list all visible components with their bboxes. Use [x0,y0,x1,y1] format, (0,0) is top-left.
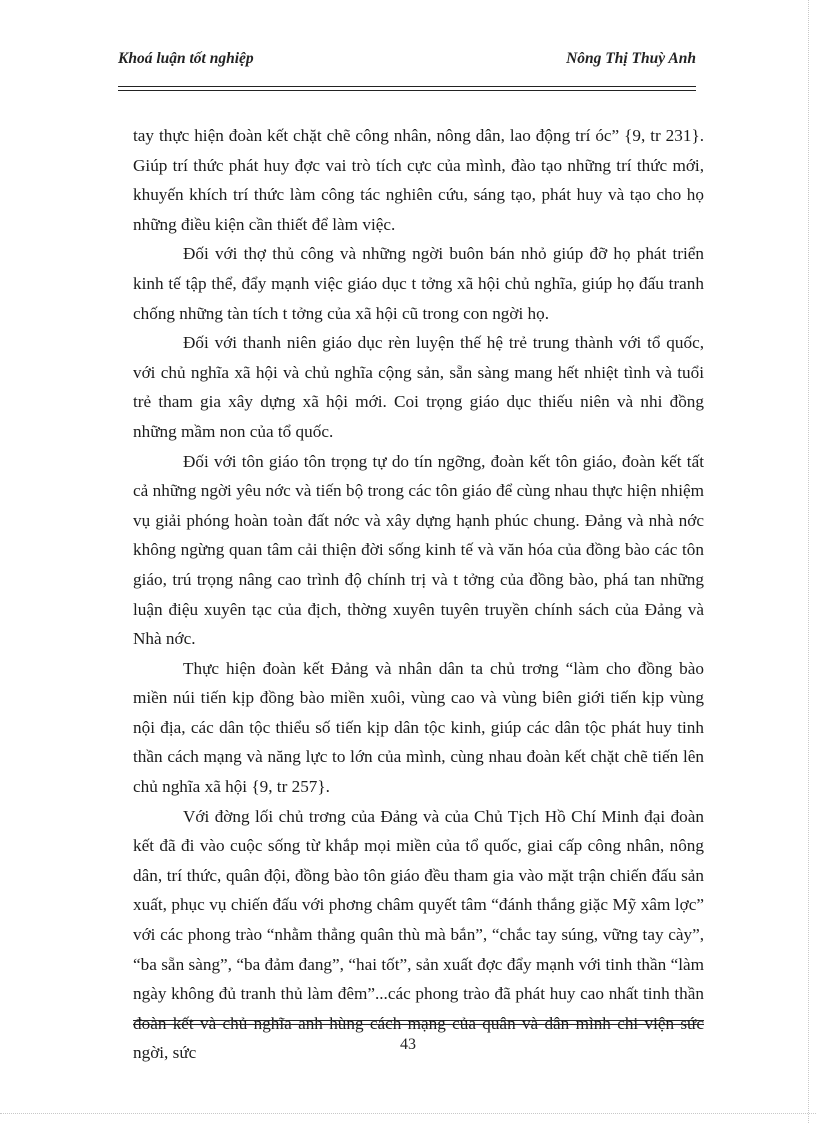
footer-rule [133,1020,704,1021]
page-header [118,50,696,74]
page-boundary-right [808,0,809,1123]
paragraph: Đối với tôn giáo tôn trọng tự do tín ngỡng, đoàn kết tôn giáo, đoàn kết tất cả những ngời yêu nớc và tiến bộ trong các tôn giáo để cùng nhau thực hiện nhiệm vụ giải phóng hoàn toàn đất nớc và xây dựng hạnh phúc chung. Đảng và nhà nớc không ngừng quan tâm cải thiện đời sống kinh tế và văn hóa của đồng bào các tôn giáo, trú trọng nâng cao trình độ chính trị và t tởng của đồng bào, phá tan những luận điệu xuyên tạc của địch, thờng xuyên tuyên truyền chính sách của Đảng và Nhà nớc. [133,451,704,649]
page-boundary-bottom [0,1113,816,1114]
paragraph: Đối với thợ thủ công và những ngời buôn bán nhỏ giúp đỡ họ phát triển kinh tế tập thể, đẩy mạnh việc giáo dục t tởng xã hội chủ nghĩa, giúp họ đấu tranh chống những tàn tích t tởng của xã hội cũ trong con ngời họ. [133,244,704,323]
page-number: 43 [400,1036,416,1053]
header-author: Nông Thị Thuỳ Anh [566,50,696,67]
paragraph: Thực hiện đoàn kết Đảng và nhân dân ta chủ trơng “làm cho đồng bào miền núi tiến kịp đồng bào miền xuôi, vùng cao và vùng biên giới tiến kịp vùng nội địa, các dân tộc thiểu số tiến kịp dân tộc kinh, giúp các dân tộc phát huy tinh thần cách mạng và năng lực to lớn của mình, cùng nhau đoàn kết chặt chẽ tiến lên chủ nghĩa xã hội {9, tr 257}. [133,658,704,797]
paragraph: Đối với thanh niên giáo dục rèn luyện thế hệ trẻ trung thành với tổ quốc, với chủ nghĩa xã hội và chủ nghĩa cộng sản, sẵn sàng mang hết nhiệt tình và tuổi trẻ tham gia xây dựng xã hội mới. Coi trọng giáo dục thiếu niên và nhi đồng những mầm non của tổ quốc. [133,333,704,441]
paragraph: Với đờng lối chủ trơng của Đảng và của Chủ Tịch Hồ Chí Minh đại đoàn kết đã đi vào cuộc sống từ khắp mọi miền của tổ quốc, giai cấp công nhân, nông dân, trí thức, quân đội, đồng bào tôn giáo đều tham gia vào mặt trận chiến đấu sản xuất, phục vụ chiến đấu với phơng châm quyết tâm “đánh thắng giặc Mỹ xâm lợc” với các phong trào “nhằm thẳng quân thù mà bắn”, “chắc tay súng, vững tay cày”, “ba sẵn sàng”, “ba đảm đang”, “hai tốt”, sản xuất đợc đẩy mạnh với tinh thần “làm ngày không đủ tranh thủ làm đêm”...các phong trào đã phát huy cao nhất tinh thần đoàn kết và chủ nghĩa anh hùng cách mạng của quân và dân mình chi viện sức ngời, sức [133,806,704,1063]
header-title: Khoá luận tốt nghiệp [118,50,254,67]
paragraph: tay thực hiện đoàn kết chặt chẽ công nhân, nông dân, lao động trí óc” {9, tr 231}. Giúp trí thức phát huy đợc vai trò tích cực của mình, đào tạo những trí thức mới, khuyến khích trí thức làm công tác nghiên cứu, sáng tạo, phát huy và tạo cho họ những điều kiện cần thiết để làm việc. [133,126,704,234]
header-rule [118,86,696,87]
body-text [133,121,704,1068]
